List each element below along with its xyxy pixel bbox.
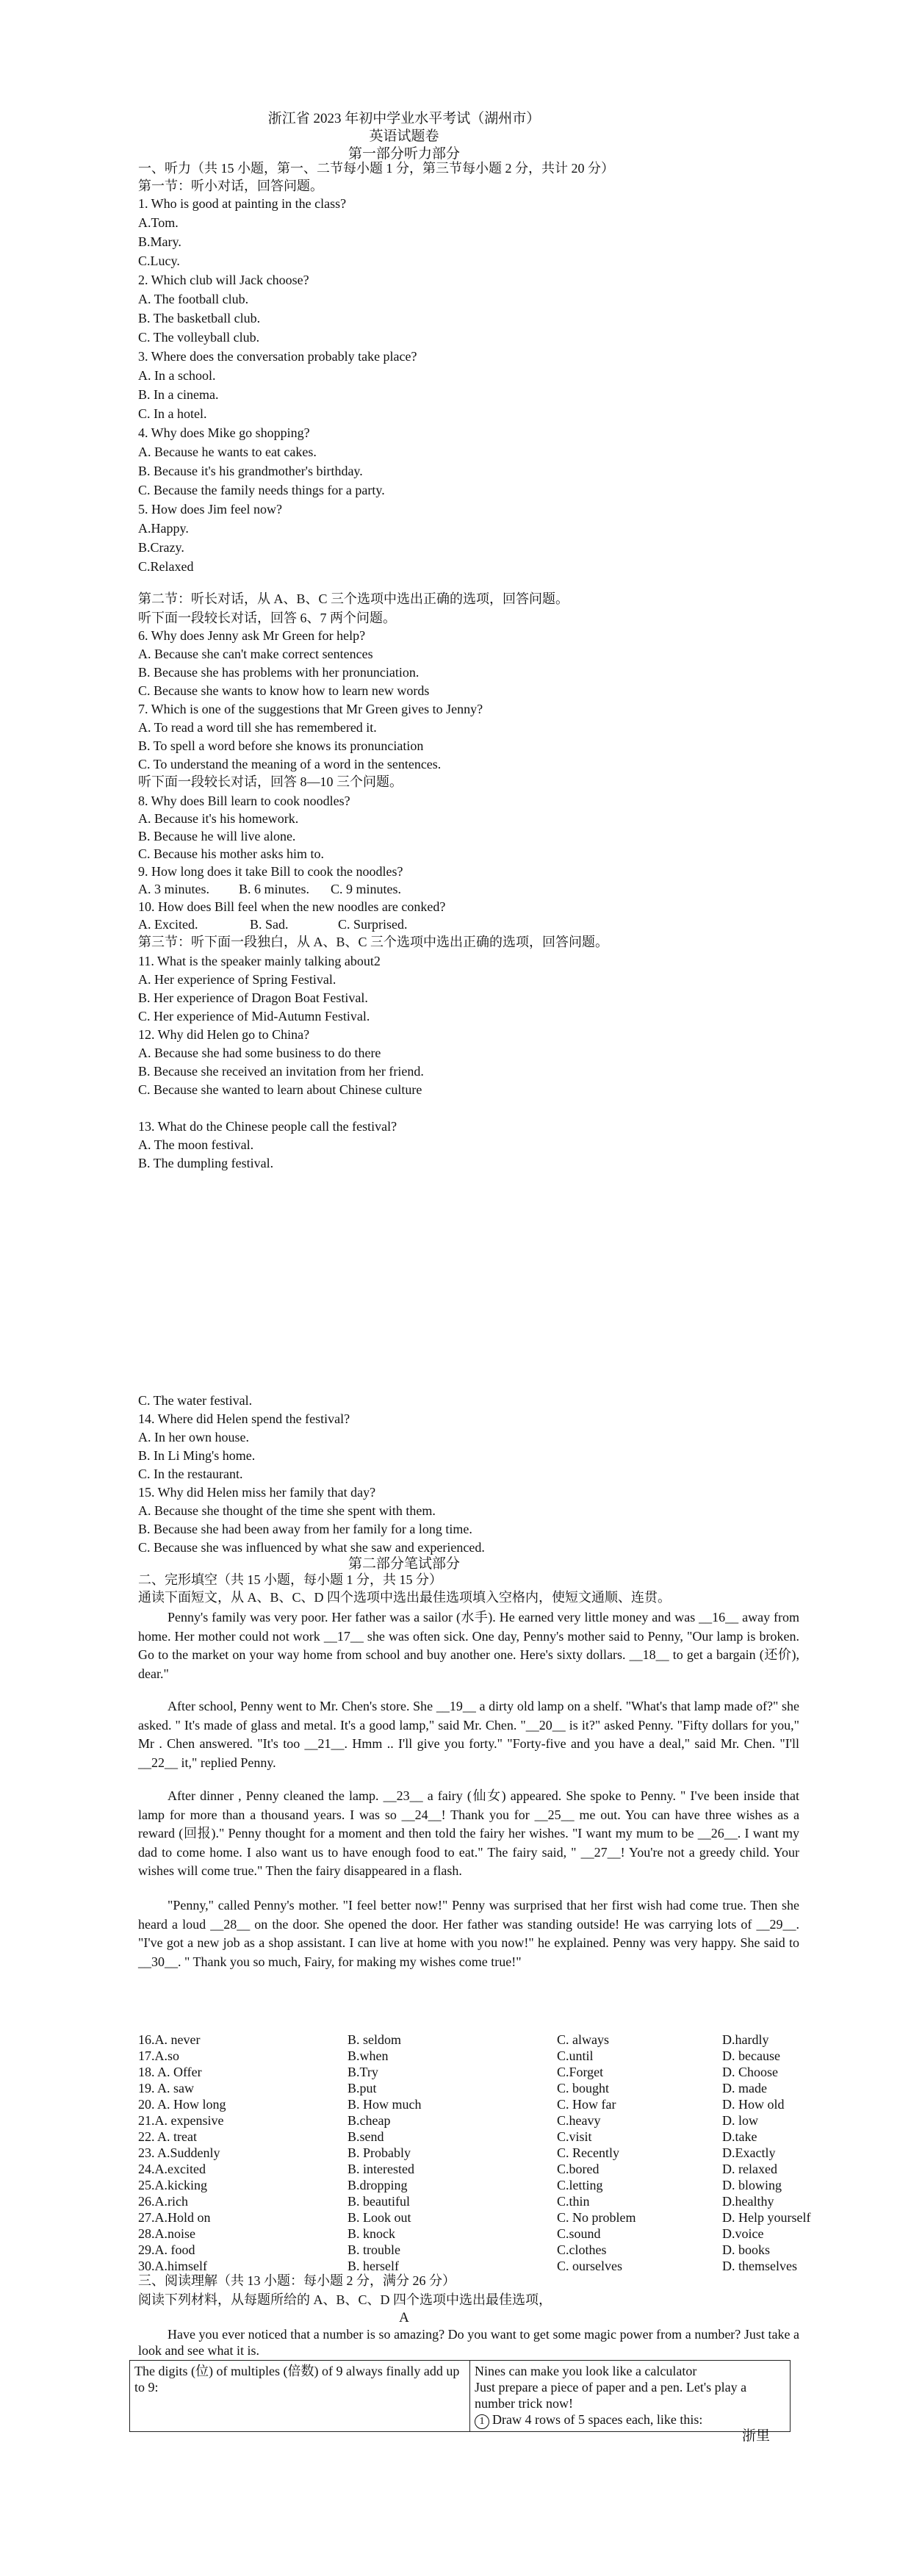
cloze-option: 21.A. expensive xyxy=(138,2113,224,2128)
cloze-option: D. made xyxy=(722,2081,767,2095)
long-dialog-option: A. Because she can't make correct sentences xyxy=(138,647,373,661)
cloze-option: 30.A.himself xyxy=(138,2259,207,2273)
cloze-option: 20. A. How long xyxy=(138,2097,226,2112)
q8-option-b: B. Because he will live alone. xyxy=(138,829,296,843)
cloze-option: D.take xyxy=(722,2129,757,2144)
question-10: 10. How does Bill feel when the new noodles are conked? xyxy=(138,899,446,914)
cloze-option: C. No problem xyxy=(557,2210,636,2225)
cloze-intro: 二、完形填空（共 15 小题，每小题 1 分，共 15 分） xyxy=(138,1572,442,1587)
listening-question: 5. How does Jim feel now? xyxy=(138,502,282,517)
section-a-intro: Have you ever noticed that a number is so amazing? Do you want to get some magic power from a number? Just take a look and see what it is. xyxy=(138,2327,799,2358)
q9-option-a: A. 3 minutes. xyxy=(138,882,209,896)
listening-option: A. Because he wants to eat cakes. xyxy=(138,445,317,459)
listening-option: C.Lucy. xyxy=(138,253,180,268)
monologue-question: 14. Where did Helen spend the festival? xyxy=(138,1411,350,1426)
cloze-paragraph-4: "Penny," called Penny's mother. "I feel better now!" Penny was surprised that her first wish had come true. Then she heard a loud __28__ on the door. She opened the door. Her father was standing outside! He was carrying lots of __29__. "I've got a new job as a shop assistant. I can live at home with you now!" he explained. Penny was very happy. She said to __30__. " Thank you so much, Fairy, for making my wishes come true!" xyxy=(138,1898,799,1969)
cloze-option: C.visit xyxy=(557,2129,592,2144)
cloze-option: C.heavy xyxy=(557,2113,601,2128)
monologue-option: A. Because she thought of the time she spent with them. xyxy=(138,1503,436,1518)
monologue-option: A. In her own house. xyxy=(138,1430,249,1444)
part2-intro-a: 听下面一段较长对话，回答 6、7 两个问题。 xyxy=(138,611,396,625)
long-dialog-option: C. To understand the meaning of a word in the sentences. xyxy=(138,757,442,771)
cloze-option: B. Look out xyxy=(348,2210,411,2225)
monologue-option: C. Her experience of Mid-Autumn Festival. xyxy=(138,1009,370,1023)
monologue-option: C. Because she wanted to learn about Chinese culture xyxy=(138,1082,422,1097)
part-one-title: 第一部分听力部分 xyxy=(348,146,460,162)
cloze-option: C. How far xyxy=(557,2097,616,2112)
listening-option: C. In a hotel. xyxy=(138,406,207,421)
listening-option: A.Happy. xyxy=(138,521,189,536)
box-left-cell xyxy=(130,2361,470,2432)
listening-question: 1. Who is good at painting in the class? xyxy=(138,196,347,211)
q8-option-a: A. Because it's his homework. xyxy=(138,811,299,826)
box-right-line2: Just prepare a piece of paper and a pen. Let's play a number trick now! xyxy=(475,2380,747,2411)
cloze-option: B. beautiful xyxy=(348,2194,410,2209)
listening-option: B.Mary. xyxy=(138,234,181,249)
cloze-option: 16.A. never xyxy=(138,2032,201,2047)
cloze-option: B.when xyxy=(348,2048,389,2063)
cloze-option: 19. A. saw xyxy=(138,2081,194,2095)
listening-option: C. The volleyball club. xyxy=(138,330,260,345)
cloze-option: 22. A. treat xyxy=(138,2129,197,2144)
listening-option: A.Tom. xyxy=(138,215,179,230)
listening-question: 2. Which club will Jack choose? xyxy=(138,273,309,287)
cloze-option: B.cheap xyxy=(348,2113,391,2128)
cloze-option: D. Choose xyxy=(722,2065,778,2079)
number-trick-table xyxy=(129,2360,791,2432)
monologue-question: 12. Why did Helen go to China? xyxy=(138,1027,310,1042)
cloze-option: B.dropping xyxy=(348,2178,408,2192)
cloze-option: B. trouble xyxy=(348,2242,400,2257)
cloze-paragraph-1: Penny's family was very poor. Her father was a sailor (水手). He earned very little money and was __16__ away from home. Her mother could not work __17__ she was often sick. One day, Penny's mother said to Penny, "Our lamp is broken. Go to the market on your way home from school and buy another one. Here's sixty dollars. __18__ to get a bargain (还价), dear." xyxy=(138,1610,799,1681)
q10-option-a: A. Excited. xyxy=(138,917,198,932)
monologue-option: B. Because she had been away from her family for a long time. xyxy=(138,1522,472,1536)
box-right-cell xyxy=(470,2361,791,2432)
monologue-question: 15. Why did Helen miss her family that day? xyxy=(138,1485,376,1500)
box-right-step-text: Draw 4 rows of 5 spaces each, like this: xyxy=(492,2412,703,2427)
cloze-option: B. knock xyxy=(348,2226,395,2241)
cloze-option: 24.A.excited xyxy=(138,2162,206,2176)
cloze-option: D. Help yourself xyxy=(722,2210,811,2225)
monologue-option: A. Because she had some business to do there xyxy=(138,1046,381,1060)
cloze-option: C.thin xyxy=(557,2194,590,2209)
listening-option: A. The football club. xyxy=(138,292,249,306)
q10-option-b: B. Sad. xyxy=(250,917,289,932)
cloze-option: D.healthy xyxy=(722,2194,774,2209)
exam-title: 浙江省 2023 年初中学业水平考试（湖州市） xyxy=(267,111,541,126)
listening-question: 3. Where does the conversation probably take place? xyxy=(138,349,417,364)
listening-intro: 一、听力（共 15 小题，第一、二节每小题 1 分，第三节每小题 2 分，共计 20 分） xyxy=(138,161,614,176)
cloze-option: D.voice xyxy=(722,2226,764,2241)
cloze-option: B. seldom xyxy=(348,2032,402,2047)
monologue-option: B. Because she received an invitation from her friend. xyxy=(138,1064,424,1079)
listening-option: B. The basketball club. xyxy=(138,311,261,325)
long-dialog-question: 6. Why does Jenny ask Mr Green for help? xyxy=(138,628,366,643)
cloze-option: 25.A.kicking xyxy=(138,2178,207,2192)
question-8: 8. Why does Bill learn to cook noodles? xyxy=(138,794,350,808)
cloze-option: B.put xyxy=(348,2081,377,2095)
monologue-option: A. Her experience of Spring Festival. xyxy=(138,972,336,987)
cloze-option: 23. A.Suddenly xyxy=(138,2145,220,2160)
long-dialog-question: 7. Which is one of the suggestions that Mr Green gives to Jenny? xyxy=(138,702,483,716)
q9-option-b: B. 6 minutes. xyxy=(239,882,310,896)
cloze-option: C.letting xyxy=(557,2178,603,2192)
reading-instruction: 阅读下列材料，从每题所给的 A、B、C、D 四个选项中选出最佳选项， xyxy=(138,2292,552,2307)
q8-option-c: C. Because his mother asks him to. xyxy=(138,846,324,861)
listening-option: A. In a school. xyxy=(138,368,216,383)
cloze-option: D. books xyxy=(722,2242,771,2257)
q13-option-c: C. The water festival. xyxy=(138,1393,253,1408)
cloze-option: C. bought xyxy=(557,2081,610,2095)
q13-option-b: B. The dumpling festival. xyxy=(138,1156,274,1170)
long-dialog-option: B. Because she has problems with her pronunciation. xyxy=(138,665,420,680)
cloze-paragraph-2: After school, Penny went to Mr. Chen's store. She __19__ a dirty old lamp on a shelf. "What's that lamp made of?" she asked. " It's made of glass and metal. It's a good lamp," said Mr. Chen. "__20__ is it?" asked Penny. "Fifty dollars for you," Mr . Chen answered. "It's too __21__. Hmm .. I'll give you forty." "Forty-five and you have a deal," said Mr. Chen. "I'll __22__ it," replied Penny. xyxy=(138,1699,799,1770)
cloze-option: C.clothes xyxy=(557,2242,607,2257)
cloze-option: C.bored xyxy=(557,2162,599,2176)
part-two-title: 第二部分笔试部分 xyxy=(348,1556,460,1572)
cloze-paragraph-3: After dinner , Penny cleaned the lamp. __23__ a fairy (仙女) appeared. She spoke to Penny. " I've been inside that lamp for more than a thousand years. I was so __24__! Thank you for __25__ me out. You can have three wishes as a reward (回报)." Penny thought for a moment and then told the fairy her wishes. "I want my mum to be __26__. I want my dad to come home. I also want us to have enough food to eat." The fairy said, " __27__! You're not a greedy child. Your wishes will come true." Then the fairy disappeared in a flash. xyxy=(138,1788,799,1878)
cloze-option: 29.A. food xyxy=(138,2242,195,2257)
cloze-option: D. relaxed xyxy=(722,2162,777,2176)
question-9: 9. How long does it take Bill to cook the noodles? xyxy=(138,864,403,879)
monologue-question: 11. What is the speaker mainly talking about2 xyxy=(138,954,381,968)
part3-instruction: 第三节：听下面一段独白，从 A、B、C 三个选项中选出正确的选项，回答问题。 xyxy=(138,935,609,949)
cloze-option: D. because xyxy=(722,2048,780,2063)
box-left-text: The digits (位) of multiples (倍数) of 9 always finally add up to 9: xyxy=(134,2364,460,2395)
q10-option-c: C. Surprised. xyxy=(338,917,408,932)
listening-option: B.Crazy. xyxy=(138,540,184,555)
monologue-option: B. In Li Ming's home. xyxy=(138,1448,256,1463)
long-dialog-option: C. Because she wants to know how to learn new words xyxy=(138,683,430,698)
listening-option: B. Because it's his grandmother's birthday. xyxy=(138,464,363,478)
box-right-step xyxy=(475,2411,785,2429)
cloze-instruction: 通读下面短文，从 A、B、C、D 四个选项中选出最佳选项填入空格内，使短文通顺、连贯。 xyxy=(138,1590,671,1605)
cloze-option: 27.A.Hold on xyxy=(138,2210,211,2225)
cloze-option: D. blowing xyxy=(722,2178,782,2192)
monologue-option: B. Her experience of Dragon Boat Festival. xyxy=(138,990,368,1005)
cloze-option: C.Forget xyxy=(557,2065,604,2079)
part1-instruction: 第一节：听小对话，回答问题。 xyxy=(138,179,323,193)
reading-intro: 三、阅读理解（共 13 小题：每小题 2 分，满分 26 分） xyxy=(138,2273,455,2288)
cloze-option: B. Probably xyxy=(348,2145,411,2160)
cloze-option: D.Exactly xyxy=(722,2145,776,2160)
q13-option-a: A. The moon festival. xyxy=(138,1137,254,1152)
cloze-option: B.send xyxy=(348,2129,384,2144)
long-dialog-option: A. To read a word till she has remembered it. xyxy=(138,720,377,735)
q9-option-c: C. 9 minutes. xyxy=(331,882,402,896)
part2-instruction: 第二节：听长对话，从 A、B、C 三个选项中选出正确的选项，回答问题。 xyxy=(138,591,569,606)
cloze-option: B.Try xyxy=(348,2065,378,2079)
listening-option: C. Because the family needs things for a party. xyxy=(138,483,385,497)
cloze-option: D. low xyxy=(722,2113,758,2128)
cloze-option: 18. A. Offer xyxy=(138,2065,202,2079)
cloze-option: C. always xyxy=(557,2032,609,2047)
cloze-option: D. themselves xyxy=(722,2259,797,2273)
monologue-option: C. In the restaurant. xyxy=(138,1467,243,1481)
monologue-option: C. Because she was influenced by what she saw and experienced. xyxy=(138,1540,485,1555)
cloze-option: 28.A.noise xyxy=(138,2226,195,2241)
question-13: 13. What do the Chinese people call the festival? xyxy=(138,1119,397,1134)
step-number-badge: 1 xyxy=(475,2414,489,2429)
cloze-option: C. ourselves xyxy=(557,2259,622,2273)
section-a-label: A xyxy=(399,2310,409,2325)
cloze-option: D.hardly xyxy=(722,2032,769,2047)
cloze-option: C. Recently xyxy=(557,2145,619,2160)
exam-subtitle: 英语试题卷 xyxy=(369,129,439,144)
listening-question: 4. Why does Mike go shopping? xyxy=(138,425,310,440)
footer-text: 浙里 xyxy=(742,2428,771,2444)
cloze-option: B. How much xyxy=(348,2097,422,2112)
long-dialog-option: B. To spell a word before she knows its pronunciation xyxy=(138,738,424,753)
cloze-option: D. How old xyxy=(722,2097,785,2112)
cloze-option: 26.A.rich xyxy=(138,2194,188,2209)
box-right-line1: Nines can make you look like a calculator xyxy=(475,2364,697,2378)
part2-intro-b: 听下面一段较长对话，回答 8—10 三个问题。 xyxy=(138,774,403,789)
cloze-option: C.sound xyxy=(557,2226,601,2241)
listening-option: B. In a cinema. xyxy=(138,387,219,402)
cloze-option: C.until xyxy=(557,2048,594,2063)
cloze-option: B. herself xyxy=(348,2259,399,2273)
cloze-option: 17.A.so xyxy=(138,2048,180,2063)
listening-option: C.Relaxed xyxy=(138,559,194,574)
cloze-option: B. interested xyxy=(348,2162,414,2176)
